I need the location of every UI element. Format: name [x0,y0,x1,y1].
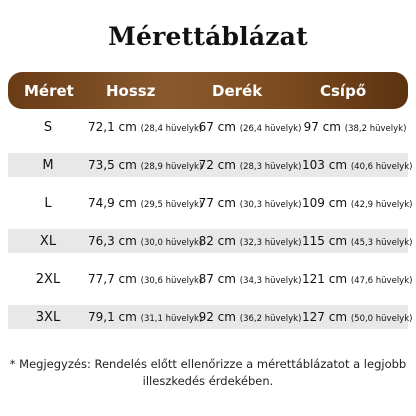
waist-cell [198,234,302,248]
length-cm: 77,7 cm [88,272,137,286]
length-cell [88,272,203,286]
waist-cm: 72 cm [198,158,236,172]
waist-inch: (32,3 hüvelyk) [239,238,302,248]
table-row [8,305,413,329]
length-cm: 76,3 cm [88,234,137,248]
hip-inch: (38,2 hüvelyk) [344,124,407,134]
waist-cell [198,310,302,324]
waist-cell [198,158,302,172]
size-cell: L [44,195,52,211]
waist-inch: (26,4 hüvelyk) [239,124,302,134]
length-inch: (30,6 hüvelyk) [140,276,203,286]
table-row [8,229,413,253]
hip-cell [302,272,413,286]
length-cm: 74,9 cm [88,196,137,210]
hip-cm: 121 cm [302,272,348,286]
length-cell [88,120,203,134]
footnote: * Megjegyzés: Rendelés előtt ellenőrizze a mérettáblázatot a legjobb illeszkedés érdekében. [9,357,407,388]
waist-cell [198,196,302,210]
length-inch: (28,4 hüvelyk) [140,124,203,134]
table-row [8,153,413,177]
hip-inch: (42,9 hüvelyk) [350,200,413,210]
hip-cell [302,196,413,210]
hip-cm: 109 cm [302,196,348,210]
header-waist: Derék [212,81,263,100]
length-cell [88,158,203,172]
hip-inch: (50,0 hüvelyk) [350,314,413,324]
hip-cm: 103 cm [302,158,348,172]
waist-cm: 67 cm [198,120,236,134]
length-cell [88,196,203,210]
header-length: Hossz [106,81,156,100]
length-inch: (31,1 hüvelyk) [140,314,203,324]
waist-cm: 87 cm [198,272,236,286]
table-header [8,72,408,109]
length-cell [88,234,203,248]
hip-cell [302,234,413,248]
length-inch: (30,0 hüvelyk) [140,238,203,248]
size-cell: 2XL [35,271,61,287]
size-cell: S [43,119,53,135]
hip-cm: 97 cm [303,120,341,134]
waist-cm: 77 cm [198,196,236,210]
waist-cm: 92 cm [198,310,236,324]
hip-cm: 115 cm [302,234,348,248]
table-row [8,115,408,139]
size-cell: M [42,157,54,173]
table-row [8,267,413,291]
hip-cell [302,310,413,324]
waist-inch: (28,3 hüvelyk) [239,162,302,172]
waist-cm: 82 cm [198,234,236,248]
waist-cell [198,272,302,286]
length-inch: (28,9 hüvelyk) [140,162,203,172]
hip-cell [302,120,408,134]
size-table [8,72,413,329]
page-title: Mérettáblázat [108,22,308,51]
waist-cell [198,120,302,134]
size-cell: 3XL [35,309,61,325]
hip-cm: 127 cm [302,310,348,324]
waist-inch: (36,2 hüvelyk) [239,314,302,324]
waist-inch: (30,3 hüvelyk) [239,200,302,210]
length-cm: 79,1 cm [88,310,137,324]
waist-inch: (34,3 hüvelyk) [239,276,302,286]
hip-inch: (40,6 hüvelyk) [350,162,413,172]
length-cell [88,310,203,324]
length-inch: (29,5 hüvelyk) [140,200,203,210]
table-row [8,191,413,215]
hip-inch: (45,3 hüvelyk) [350,238,413,248]
length-cm: 73,5 cm [88,158,137,172]
length-cm: 72,1 cm [88,120,137,134]
hip-cell [302,158,413,172]
header-hip: Csípő [320,81,367,100]
size-cell: XL [39,233,57,249]
header-size: Méret [24,81,74,100]
hip-inch: (47,6 hüvelyk) [350,276,413,286]
